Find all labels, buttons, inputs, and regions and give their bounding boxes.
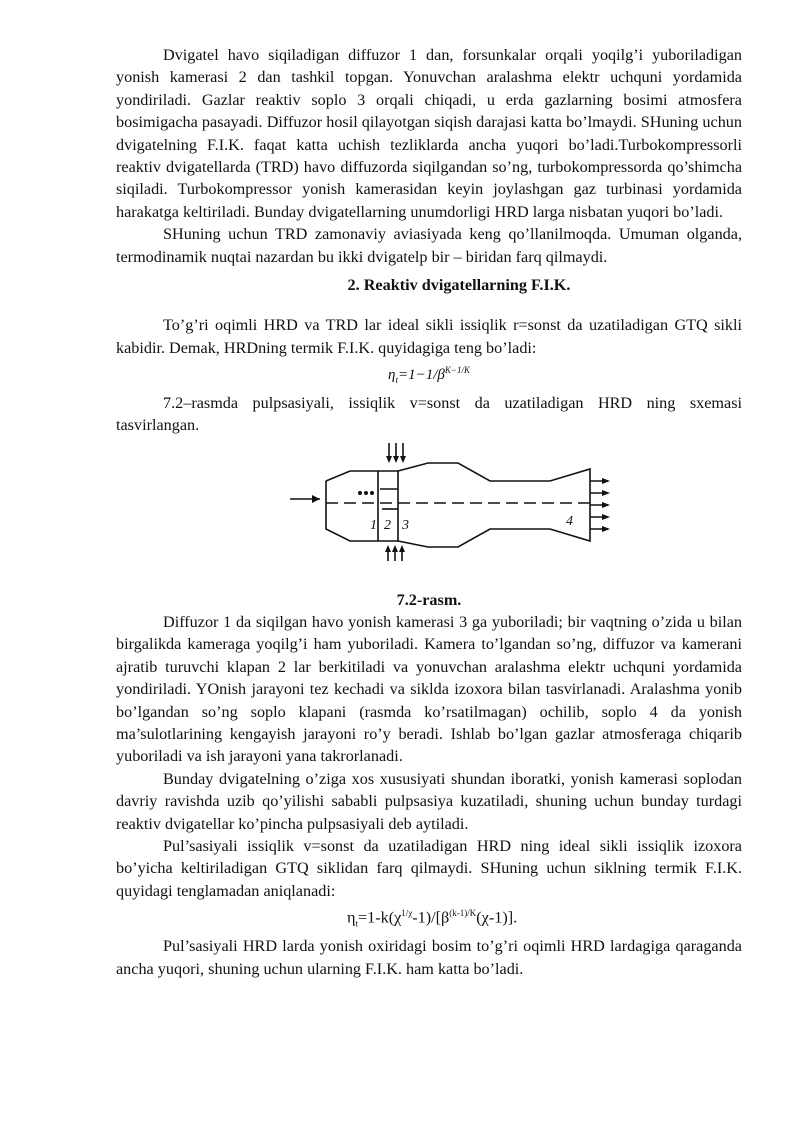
formula-efficiency-1: $\eta_t=1-1/\beta^{K-1/K}$ <box>388 365 470 386</box>
paragraph-operation: Diffuzor 1 da siqilgan havo yonish kamerasi 3 ga yuboriladi; bir vaqtning o’zida u bilan birgalikda kameraga yoqilg’i ham yuboriladi. Kamera to’lgandan so’ng, diffuzor va kamerani ajratib turuvchi klapan 2 lar berkitiladi va yonuvchan aralashma elektr uchquni yordamida yondiriladi. YOnish jarayoni tez kechadi va siklda izoxora bilan tasvirlanadi. Aralashma yonib bo’lgandan so’ng soplo klapani (rasmda ko’rsatilmagan) ochilib, soplo 4 da yonish ma’sulotlarining kengayish jarayoni ro’y beradi. Ishlab bo’lgan gazlar atmosferaga chiqarib yuboriladi va ish jarayoni yana takrorlanadi. <box>116 612 742 766</box>
section-heading: 2. Reaktiv dvigatellarning F.I.K. <box>347 276 571 295</box>
paragraph-pulse-cycle: Pul’sasiyali issiqlik v=sonst da uzatiladigan HRD ning ideal sikli issiqlik izoxora bo’yicha keltiriladigan GTQ siklidan farq qilmaydi. SHuning uchun siklning termik F.I.K. quyidagi tenglamadan aniqlanadi: <box>116 836 742 900</box>
figure-label-4: 4 <box>566 513 573 529</box>
figure-caption: 7.2-rasm. <box>396 590 462 609</box>
paragraph-conclusion: Pul’sasiyali HRD larda yonish oxiridagi bosim to’g’ri oqimli HRD lardagiga qaraganda ancha yuqori, shuning uchun ularning F.I.K. ham katta bo’ladi. <box>116 937 742 978</box>
pulse-jet-engine-diagram <box>290 441 610 561</box>
figure-label-1: 1 <box>370 517 377 533</box>
paragraph-figure-intro: 7.2–rasmda pulpsasiyali, issiqlik v=sonst da uzatiladigan HRD ning sxemasi tasvirlangan. <box>116 393 742 435</box>
paragraph-ideal-cycle: To’g’ri oqimli HRD va TRD lar ideal sikli issiqlik r=sonst da uzatiladigan GTQ sikli kabidir. Demak, HRDning termik F.I.K. quyidagiga teng bo’ladi: <box>116 316 742 357</box>
paragraph-engine-description: Dvigatel havo siqiladigan diffuzor 1 dan, forsunkalar orqali yoqilg’i yuboriladigan yonish kamerasi 2 dan tashkil topgan. Yonuvchan aralashma elektr uchquni yordamida yondiriladi. Gazlar reaktiv soplo 3 orqali chiqadi, u erda gazlarning bosimi atmosfera bosimigacha pasayadi. Diffuzor hosil qilayotgan siqish darajasi katta bo’lmaydi. SHuning uchun dvigatelning F.I.K. faqat katta uchish tezliklarda ancha yuqori bo’ladi.Turbokompressorli reaktiv dvigatellarda (TRD) havo diffuzorda siqilgandan so’ng, turbokompressorda qo’shimcha siqiladi. Turbokompressor yonish kamerasidan keyin joylashgan gaz turbinasi yordamida harakatga keltiriladi. Bunday dvigatellarning unumdorligi HRD larga nisbatan yuqori bo’ladi. <box>116 46 742 221</box>
document-page <box>116 44 742 980</box>
figure-label-2: 2 <box>384 517 391 533</box>
formula-efficiency-2: $\eta_t=1-k(\chi^{1/\chi}-1)/[\beta^{(k-1)/K}(\chi-1)]$. <box>347 908 518 929</box>
paragraph-trd-usage: SHuning uchun TRD zamonaviy aviasiyada keng qo’llanilmoqda. Umuman olganda, termodinamik nuqtai nazardan bu ikki dvigatelp bir – biridan farq qilmaydi. <box>116 225 742 266</box>
figure-label-3: 3 <box>402 517 409 533</box>
figure-pulse-jet-diagram <box>116 441 742 589</box>
paragraph-pulsation: Bunday dvigatelning o’ziga xos xususiyati shundan iboratki, yonish kamerasi soplodan davriy ravishda uzib qo’yilishi sababli pulpsasiya kuzatiladi, shuning uchun bunday turdagi reaktiv dvigatellar ko’pincha pulpsasiyali deb aytiladi. <box>116 769 742 833</box>
